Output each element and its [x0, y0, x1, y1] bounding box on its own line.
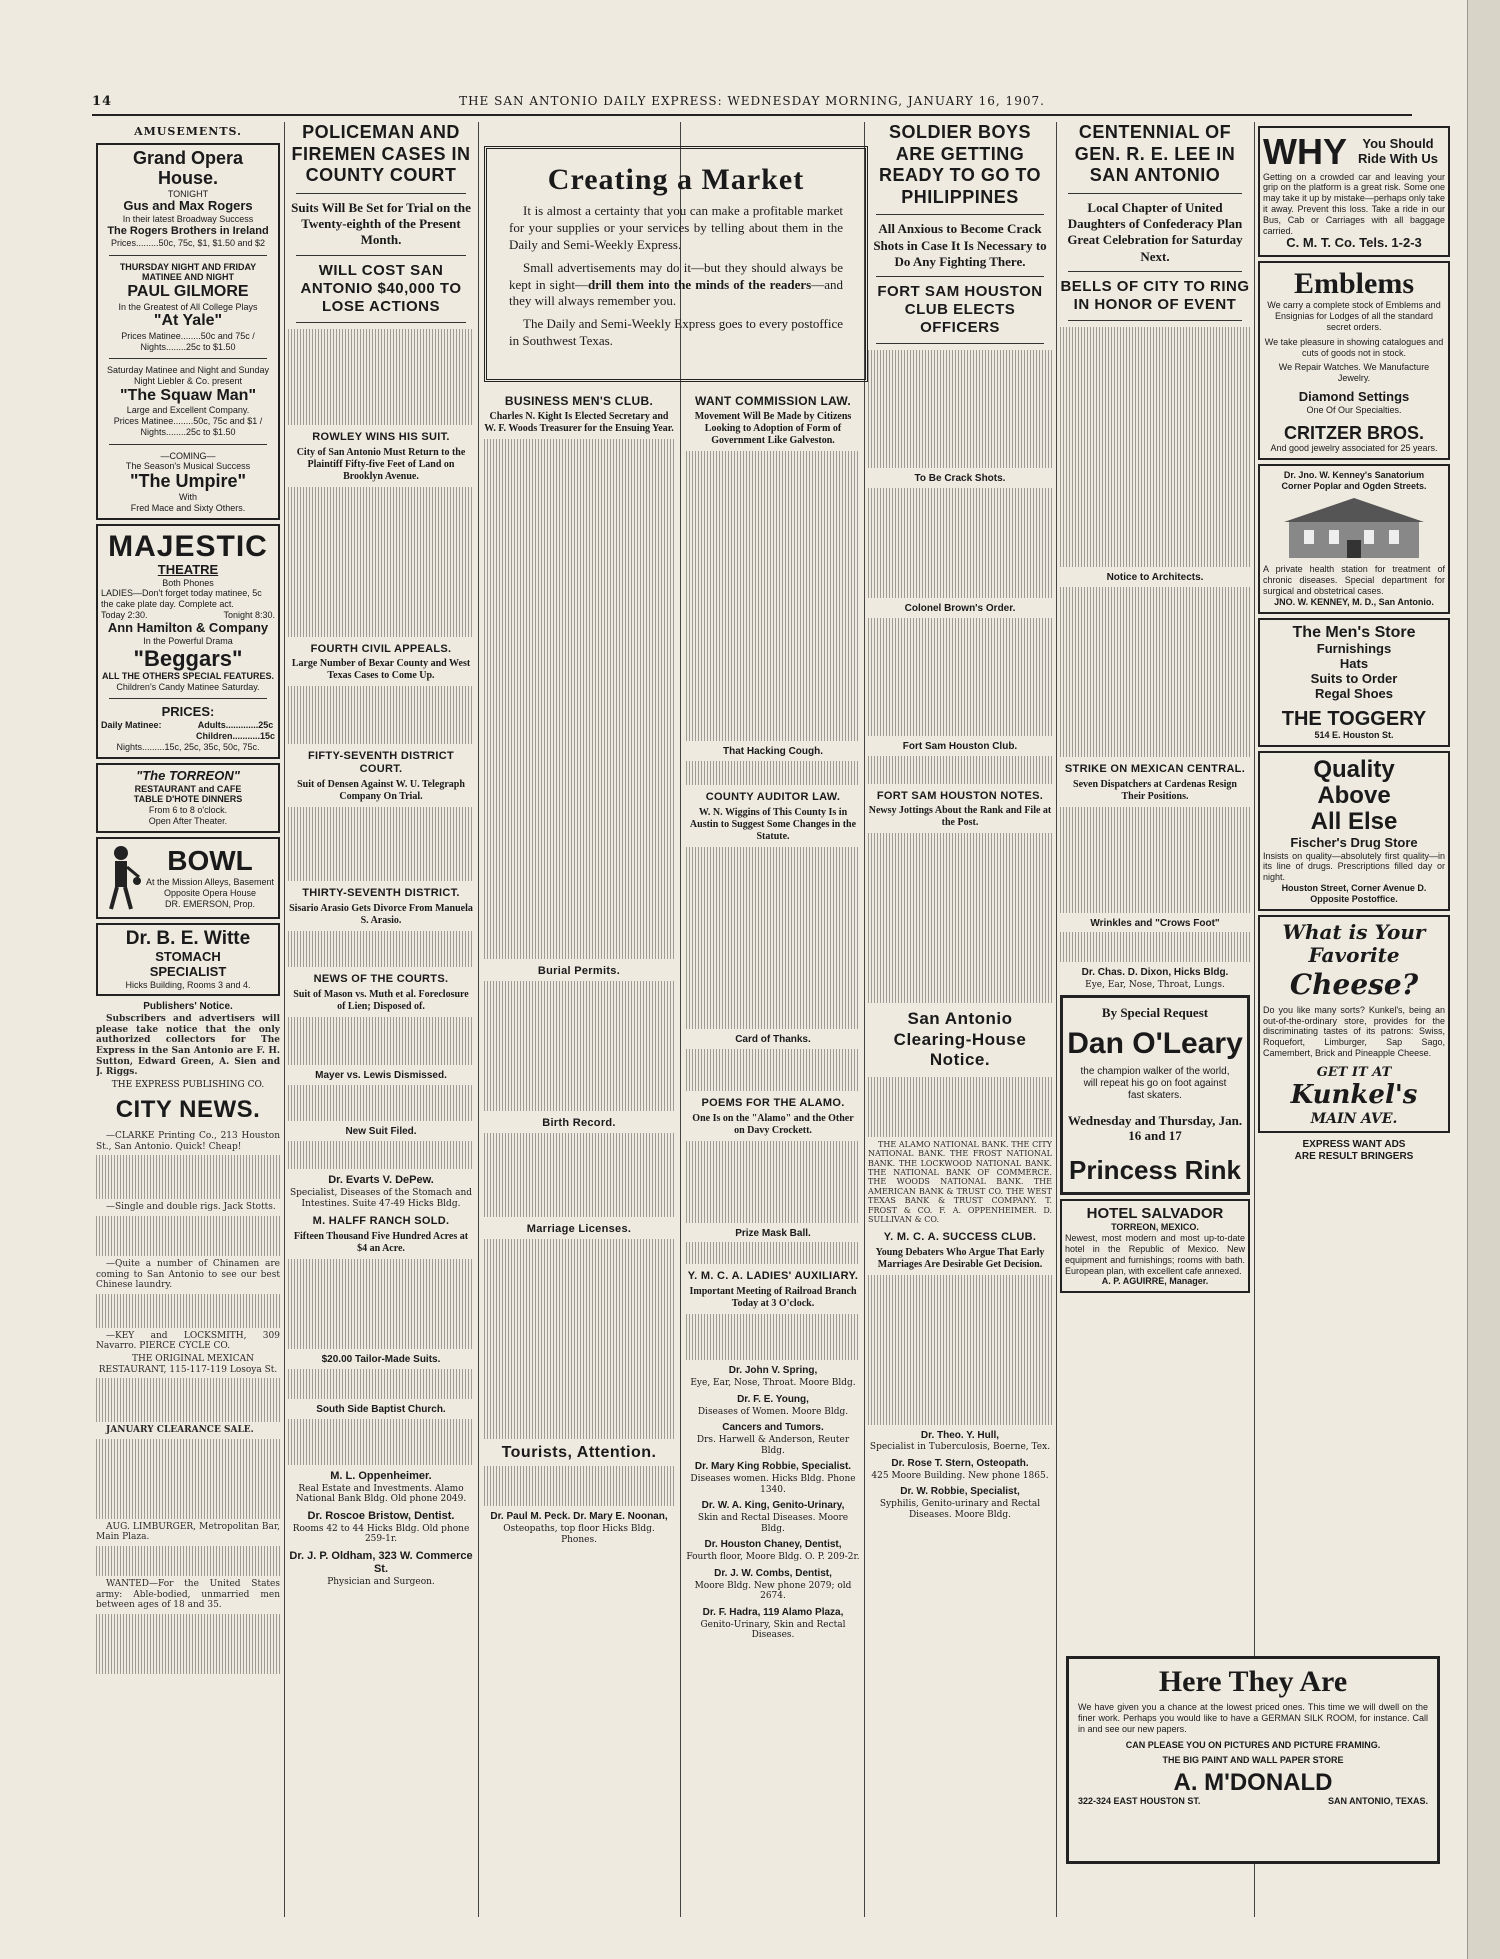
bowl-line1: At the Mission Alleys, Basement Opposite Opera House [145, 876, 275, 898]
sub-birth-record: Birth Record. [542, 1117, 616, 1130]
deck-halff-ranch: Fifteen Thousand Five Hundred Acres at $4 an Acre. [293, 1231, 469, 1255]
city-news-item: —Quite a number of Chinamen are coming to San Antonio to see our best Chinese laundry. [96, 1259, 280, 1291]
column-rule [1056, 122, 1057, 1917]
sub-fort-sam-notes: FORT SAM HOUSTON NOTES. [876, 789, 1044, 802]
witte-name: Dr. B. E. Witte [125, 927, 251, 949]
deck-news-courts: Suit of Mason vs. Muth et al. Foreclosure of Lien; Disposed of. [293, 989, 469, 1013]
majestic-tonight: Tonight 8:30. [223, 609, 275, 620]
why-body: Getting on a crowded car and leaving your grip on the platform is a great risk. Some one may take it up by mistake—perhaps only take it away. Prevent this loss. Take a ride in our Bus, Cab or Carriages with all baggage carried. [1263, 171, 1445, 236]
torreon-name: "The TORREON" [136, 767, 240, 783]
column-amusements [96, 122, 280, 1917]
city-news-item: —KEY and LOCKSMITH, 309 Navarro. PIERCE CYCLE CO. [96, 1330, 280, 1352]
opera-star: PAUL GILMORE [127, 283, 249, 301]
clearing-house-notice: San Antonio Clearing-House Notice. [893, 1009, 1027, 1070]
sub-fort-sam-club: Fort Sam Houston Club. [902, 740, 1018, 752]
torreon-line1: RESTAURANT and CAFE [134, 783, 242, 794]
city-news-item: JANUARY CLEARANCE SALE. [106, 1425, 254, 1436]
sub-colonel-brown: Colonel Brown's Order. [904, 602, 1016, 614]
fischer-body: Insists on quality—absolutely first quality—in its line of drugs. Prescriptions filled day or night. [1263, 850, 1445, 883]
oleary-venue: Princess Rink [1069, 1154, 1241, 1185]
sub-wrinkles: Wrinkles and "Crows Foot" [1090, 917, 1220, 929]
sub-crack-shots: To Be Crack Shots. [914, 473, 1006, 485]
express-want-ads: EXPRESS WANT ADS [1302, 1139, 1406, 1151]
oleary-desc: the champion walker of the world, will repeat his go on foot against fast skaters. [1080, 1065, 1230, 1101]
emblems-firm-sub: And good jewelry associated for 25 years. [1270, 443, 1438, 454]
column-ads [1258, 122, 1450, 1917]
sub-halff-ranch: M. HALFF RANCH SOLD. [312, 1215, 450, 1228]
market-p2-pre: Small advertisements may do it—but they should always be kept in sight— [509, 259, 843, 292]
card-dixon: Dr. Chas. D. Dixon, Hicks Bldg. [1081, 967, 1229, 979]
kenney-title: Dr. Jno. W. Kenney's Sanatorium [1283, 470, 1425, 481]
opera-play2: "The Squaw Man" [119, 386, 257, 404]
kenney-signed: JNO. W. KENNEY, M. D., San Antonio. [1274, 596, 1434, 607]
sub-card-thanks: Card of Thanks. [735, 1033, 811, 1045]
city-news-item: THE ORIGINAL MEXICAN RESTAURANT, 115-117-119 Losoya St. [98, 1354, 278, 1375]
card-combs-sub: Moore Bldg. New phone 2079; old 2674. [694, 1580, 852, 1602]
torreon-line2: TABLE D'HOTE DINNERS [133, 794, 243, 805]
column-rule [1254, 122, 1255, 1917]
column-business [484, 388, 674, 1917]
market-paragraph: It is almost a certainty that you can make a profitable market for your supplies or your services by telling about them in the Daily and Semi-Weekly Express. [509, 203, 843, 252]
column-rule [478, 122, 479, 1917]
majestic-play: "Beggars" [133, 645, 243, 671]
city-news-title: CITY NEWS. [115, 1096, 261, 1124]
kenney-body: A private health station for treatment of chronic diseases. Special department for surgical and obstetrical cases. [1263, 564, 1445, 597]
card-depew: Dr. Evarts V. DePew. [328, 1173, 434, 1186]
emblems-ad [1258, 261, 1450, 460]
deck-fort-sam-notes: Newsy Jottings About the Rank and File at the Post. [868, 805, 1052, 829]
sub-ymca-success: Y. M. C. A. SUCCESS CLUB. [883, 1230, 1037, 1243]
fischer-drug-ad [1258, 751, 1450, 911]
deck-fifty-seventh: Suit of Densen Against W. U. Telegraph Company On Trial. [297, 779, 465, 803]
mcdonald-line2: THE BIG PAINT AND WALL PAPER STORE [1162, 1755, 1344, 1766]
sub-poems-alamo: POEMS FOR THE ALAMO. [701, 1096, 845, 1109]
column-rule [284, 122, 285, 1917]
publishers-title: Publishers' Notice. [143, 1001, 233, 1013]
majestic-nights: Nights.........15c, 25c, 35c, 50c, 75c. [116, 741, 260, 752]
hotel-salvador-ad [1060, 1199, 1250, 1293]
toggery-name: THE TOGGERY [1281, 707, 1427, 730]
majestic-ladies: LADIES—Don't forget today matinee, 5c the cake plate day. Complete act. [101, 588, 262, 610]
toggery-line2: Hats [1339, 655, 1369, 671]
card-robbie-sub: Diseases women. Hicks Bldg. Phone 1340. [690, 1474, 856, 1495]
opera-tonight: TONIGHT [167, 188, 209, 199]
card-bristow: Dr. Roscoe Bristow, Dentist. [307, 1509, 455, 1522]
market-p2-bold: drill them into the minds of the readers [587, 276, 812, 292]
oleary-request: By Special Request [1101, 1004, 1209, 1020]
toggery-line1: Furnishings [1316, 641, 1392, 656]
mcdonald-title: Here They Are [1158, 1665, 1348, 1698]
cheese-body: Do you like many sorts? Kunkel's, being an out-of-the-ordinary store, provides for the discriminating tastes of its patrons: Swiss, Roquefort, Limburger, Sap Sago, Camembert, Brick and Pineapple Cheese. [1263, 1004, 1445, 1059]
sub-ymca-auxiliary: Y. M. C. A. LADIES' AUXILIARY. [687, 1270, 859, 1283]
card-bristow-sub: Rooms 42 to 44 Hicks Bldg. Old phone 259-1r. [292, 1523, 470, 1545]
deck-business-club: Charles N. Kight Is Elected Secretary and W. F. Woods Treasurer for the Ensuing Year. [484, 411, 674, 435]
city-news-item: —Single and double rigs. Jack Stotts. [106, 1202, 276, 1213]
fischer-line1: Quality [1313, 755, 1395, 783]
card-stern: Dr. Rose T. Stern, Osteopath. [891, 1457, 1029, 1469]
opera-play: "At Yale" [153, 312, 223, 330]
bowler-illustration [101, 843, 141, 913]
column-lee [1060, 122, 1250, 1917]
witte-line3: Hicks Building, Rooms 3 and 4. [125, 979, 251, 990]
opera-cast: Fred Mace and Sixty Others. [130, 502, 246, 513]
oleary-ad [1060, 995, 1250, 1195]
card-cancers-sub: Drs. Harwell & Anderson, Reuter Bldg. [696, 1435, 850, 1456]
market-p2-post: —and they will always remember you. [509, 276, 843, 309]
hotel-city: TORREON, MEXICO. [1111, 1222, 1199, 1233]
sub-news-courts: NEWS OF THE COURTS. [313, 973, 449, 986]
toggery-line3: Suits to Order [1310, 670, 1398, 686]
sub-mexican-strike: STRIKE ON MEXICAN CENTRAL. [1064, 762, 1246, 775]
fischer-name: Fischer's Drug Store [1290, 834, 1418, 850]
majestic-adults: Adults.............25c [197, 720, 274, 731]
card-chaney-sub: Fourth floor, Moore Bldg. O. P. 209-2r. [686, 1552, 860, 1563]
column-courts [288, 122, 474, 1917]
majestic-features: ALL THE OTHERS SPECIAL FEATURES. [101, 670, 274, 681]
city-news-item: AUG. LIMBURGER, Metropolitan Bar, Main Plaza. [96, 1521, 280, 1543]
cheese-q2: Favorite [1308, 943, 1400, 968]
majestic-children: Children...........15c [195, 731, 275, 742]
card-young: Dr. F. E. Young, [737, 1393, 809, 1405]
emblems-title: Emblems [1294, 267, 1414, 301]
sub-mayer-lewis: Mayer vs. Lewis Dismissed. [315, 1070, 447, 1082]
toggery-addr: 514 E. Houston St. [1314, 729, 1394, 740]
toggery-title: The Men's Store [1292, 623, 1416, 641]
sub-thirty-seventh: THIRTY-SEVENTH DISTRICT. [302, 887, 460, 900]
deck-fourth-appeals: Large Number of Bexar County and West Texas Cases to Come Up. [291, 658, 471, 682]
opera-with: With [179, 492, 197, 503]
city-news-item: WANTED—For the United States army: Able-bodied, unmarried men between ages of 18 and 35. [96, 1579, 280, 1611]
majestic-act: Ann Hamilton & Company [107, 619, 269, 635]
majestic-name: MAJESTIC [108, 529, 268, 563]
sub-burial-permits: Burial Permits. [537, 965, 621, 978]
publishers-body: Subscribers and advertisers will please take notice that the only authorized collectors for The Express in the San Antonio are F. H. Sutton, Edward Green, A. Sien and J. Riggs. [96, 1014, 280, 1078]
mcdonald-addr: 322-324 EAST HOUSTON ST. [1078, 1796, 1201, 1807]
masthead [92, 92, 1412, 116]
opera-star-desc: In the Greatest of All College Plays [118, 301, 258, 312]
oleary-name: Dan O'Leary [1067, 1026, 1243, 1060]
card-oppenheimer: M. L. Oppenheimer. [330, 1469, 432, 1482]
sub-business-club: BUSINESS MEN'S CLUB. [504, 394, 654, 408]
mcdonald-city: SAN ANTONIO, TEXAS. [1327, 1796, 1428, 1807]
card-spring-sub: Eye, Ear, Nose, Throat. Moore Bldg. [690, 1378, 856, 1389]
sub-tailor-suits: $20.00 Tailor-Made Suits. [321, 1354, 441, 1366]
fischer-addr: Houston Street, Corner Avenue D. Opposite Postoffice. [1281, 883, 1427, 904]
card-peck-sub: Osteopaths, top floor Hicks Bldg. Phones. [503, 1524, 655, 1545]
headline-bells: BELLS OF CITY TO RING IN HONOR OF EVENT [1060, 277, 1250, 313]
grand-opera-house-ad [96, 143, 280, 520]
column-soldiers [868, 122, 1052, 1917]
sub-architects: Notice to Architects. [1106, 571, 1204, 583]
emblems-catalogues: We take pleasure in showing catalogues and cuts of goods not in stock. [1264, 336, 1444, 358]
hotel-name: HOTEL SALVADOR [1086, 1205, 1224, 1223]
emblems-body: We carry a complete stock of Emblems and Ensignias for Lodges of all the standard secret orders. [1267, 300, 1441, 332]
card-w-robbie-sub: Syphilis, Genito-urinary and Rectal Diseases. Moore Bldg. [879, 1499, 1041, 1520]
majestic-theatre: THEATRE [157, 561, 219, 577]
card-hadra-sub: Genito-Urinary, Skin and Rectal Diseases. [700, 1619, 846, 1641]
majestic-drama: In the Powerful Drama [143, 635, 233, 646]
column-rule [864, 122, 865, 1917]
amusements-label: AMUSEMENTS. [134, 125, 242, 138]
mcdonald-name: A. M'DONALD [1173, 1768, 1333, 1796]
torreon-line4: Open After Theater. [148, 815, 228, 826]
opera-thursday: THURSDAY NIGHT AND FRIDAY MATINEE AND NIGHT [119, 261, 257, 283]
kenney-sub: Corner Poplar and Ogden Streets. [1281, 481, 1427, 492]
page-edge [1467, 0, 1500, 1959]
mcdonald-body: We have given you a chance at the lowest priced ones. This time we will dwell on the finer work. Perhaps you would like to have a GERMAN SILK ROOM, for instance. Call in and see our new papers. [1078, 1702, 1428, 1734]
opera-coming: —COMING— [160, 450, 216, 461]
bowl-line2: DR. EMERSON, Prop. [164, 898, 256, 909]
opera-desc: In their latest Broadway Success [122, 214, 254, 225]
deck-want-commission: Movement Will Be Made by Citizens Looking to Adoption of Form of Government Like Galveston. [694, 411, 852, 447]
card-chaney: Dr. Houston Chaney, Dentist, [704, 1539, 842, 1551]
witte-ad [96, 923, 280, 997]
card-cancers: Cancers and Tumors. [722, 1422, 824, 1434]
sub-marriage-licenses: Marriage Licenses. [526, 1223, 632, 1236]
toggery-ad [1258, 618, 1450, 747]
emblems-firm: CRITZER BROS. [1283, 422, 1424, 443]
card-spring: Dr. John V. Spring, [728, 1365, 818, 1377]
sub-hacking-cough: That Hacking Cough. [723, 746, 823, 758]
sub-auditor-law: COUNTY AUDITOR LAW. [705, 790, 841, 803]
card-dixon-sub: Eye, Ear, Nose, Throat, Lungs. [1085, 980, 1225, 991]
majestic-prices-label: PRICES: [161, 704, 215, 720]
opera-name: Grand Opera House. [132, 147, 244, 188]
page-number: 14 [92, 94, 113, 109]
cheese-addr: MAIN AVE. [1310, 1110, 1398, 1127]
card-hadra: Dr. F. Hadra, 119 Alamo Plaza, [702, 1606, 844, 1618]
deck-thirty-seventh: Sisario Arasio Gets Divorce From Manuela S. Arasio. [289, 903, 473, 927]
opera-prices: Prices.........50c, 75c, $1, $1.50 and $2 [110, 237, 266, 248]
opera-prices2: Prices Matinee........50c and 75c / Nights........25c to $1.50 [121, 330, 255, 352]
card-hull-sub: Specialist in Tuberculosis, Boerne, Tex. [869, 1442, 1051, 1453]
deck-ymca-success: Young Debaters Who Argue That Early Marriages Are Desirable Get Decision. [875, 1246, 1045, 1270]
why-footer: C. M. T. Co. Tels. 1-2-3 [1286, 235, 1422, 251]
bowl-name: BOWL [167, 845, 253, 877]
column-rule [680, 122, 681, 1917]
toggery-line4: Regal Shoes [1314, 685, 1394, 701]
sub-rowley: ROWLEY WINS HIS SUIT. [312, 430, 450, 443]
deck-lee-centennial: Local Chapter of United Daughters of Confederacy Plan Great Celebration for Saturday Next. [1067, 199, 1243, 264]
bowl-ad [96, 837, 280, 919]
opera-saturday: Saturday Matinee and Night and Sunday Night Liebler & Co. present [106, 365, 270, 387]
opera-show: The Rogers Brothers in Ireland [107, 225, 269, 238]
headline-fort-sam-club: FORT SAM HOUSTON CLUB ELECTS OFFICERS [877, 283, 1043, 337]
deck-rowley: City of San Antonio Must Return to the Plaintiff Fifty-five Feet of Land on Brooklyn Avenue. [296, 446, 466, 482]
headline-policeman-cases: POLICEMAN AND FIREMEN CASES IN COUNTY COURT [291, 122, 471, 186]
sub-want-commission: WANT COMMISSION LAW. [695, 394, 851, 408]
deck-ymca-auxiliary: Important Meeting of Railroad Branch Today at 3 O'clock. [689, 1286, 857, 1310]
oleary-dates: Wednesday and Thursday, Jan. 16 and 17 [1067, 1112, 1243, 1143]
cheese-q1: What is Your [1282, 919, 1426, 944]
torreon-line3: From 6 to 8 o'clock. [148, 805, 228, 816]
sanatorium-illustration [1269, 492, 1439, 562]
deck-auditor-law: W. N. Wiggins of This County Is in Austin to Suggest Some Changes in the Statute. [689, 806, 857, 842]
market-paragraph: The Daily and Semi-Weekly Express goes to every postoffice in Southwest Texas. [509, 316, 844, 349]
card-w-robbie: Dr. W. Robbie, Specialist, [900, 1486, 1020, 1498]
card-depew-sub: Specialist, Diseases of the Stomach and Intestines. Suite 47-49 Hicks Bldg. [289, 1187, 472, 1209]
majestic-candy: Children's Candy Matinee Saturday. [116, 681, 260, 692]
headline-soldier-boys: SOLDIER BOYS ARE GETTING READY TO GO TO PHILIPPINES [878, 122, 1042, 207]
card-oldham-sub: Physician and Surgeon. [327, 1577, 435, 1587]
card-oppenheimer-sub: Real Estate and Investments. Alamo National Bank Bldg. Old phone 2049. [295, 1483, 467, 1505]
torreon-ad [96, 763, 280, 833]
majestic-theatre-ad [96, 524, 280, 759]
card-robbie: Dr. Mary King Robbie, Specialist. [694, 1461, 852, 1473]
headline-lee-centennial: CENTENNIAL OF GEN. R. E. LEE IN SAN ANTONIO [1074, 122, 1236, 186]
cheese-get: GET IT AT [1316, 1064, 1392, 1080]
card-young-sub: Diseases of Women. Moore Bldg. [697, 1406, 849, 1417]
sub-fifty-seventh: FIFTY-SEVENTH DISTRICT COURT. [308, 750, 454, 776]
city-news-item: —CLARKE Printing Co., 213 Houston St., San Antonio. Quick! Cheap! [96, 1131, 280, 1152]
sub-new-suit: New Suit Filed. [345, 1126, 417, 1138]
fischer-line3: All Else [1310, 808, 1398, 836]
mcdonald-line1: CAN PLEASE YOU ON PICTURES AND PICTURE FRAMING. [1125, 1740, 1381, 1751]
tourists-attention: Tourists, Attention. [501, 1444, 657, 1462]
opera-prices3: Prices Matinee........50c, 75c and $1 / Nights........25c to $1.50 [113, 416, 263, 437]
cheese-q3: Cheese? [1289, 967, 1419, 1001]
opera-play3: "The Umpire" [129, 471, 247, 492]
deck-policeman-cases: Suits Will Be Set for Trial on the Twenty-eighth of the Present Month. [291, 199, 471, 248]
creating-a-market-ad [484, 146, 868, 382]
result-bringers: ARE RESULT BRINGERS [1294, 1150, 1414, 1162]
cheese-name: Kunkel's [1290, 1080, 1418, 1111]
why-ride-ad [1258, 126, 1450, 257]
deck-soldier-boys: All Anxious to Become Crack Shots in Case It Is Necessary to Do Any Fighting There. [873, 221, 1047, 269]
headline-lose-actions: WILL COST SAN ANTONIO $40,000 TO LOSE ACTIONS [300, 261, 462, 315]
emblems-specialties: One Of Our Specialties. [1306, 404, 1402, 415]
card-combs: Dr. J. W. Combs, Dentist, [714, 1567, 832, 1579]
clearing-banks: THE ALAMO NATIONAL BANK. THE CITY NATIONAL BANK. THE FROST NATIONAL BANK. THE LOCKWOOD NATIONAL BANK. THE NATIONAL BANK OF COMMERCE. THE WOODS NATIONAL BANK. THE AMERICAN BANK & TRUST CO. THE WEST TEXAS BANK & TRUST COMPANY. T. FROST & CO. F. A. OPPENHEIMER. D. SULLIVAN & CO. [868, 1139, 1052, 1225]
card-peck: Dr. Paul M. Peck. Dr. Mary E. Noonan, [490, 1511, 668, 1523]
majestic-today: Today 2:30. [101, 609, 148, 620]
emblems-diamond: Diamond Settings [1298, 388, 1410, 404]
opera-act: Gus and Max Rogers [123, 198, 253, 214]
witte-line2: SPECIALIST [149, 963, 227, 979]
column-commission [686, 388, 860, 1917]
majestic-phones: Both Phones [162, 577, 214, 588]
card-stern-sub: 425 Moore Building. New phone 1865. [871, 1470, 1049, 1481]
why-sub: You Should Ride With Us [1357, 135, 1439, 166]
card-king: Dr. W. A. King, Genito-Urinary, [701, 1500, 845, 1512]
dateline: THE SAN ANTONIO DAILY EXPRESS: WEDNESDAY MORNING, JANUARY 16, 1907. [459, 94, 1045, 108]
sub-fourth-appeals: FOURTH CIVIL APPEALS. [310, 642, 452, 655]
kenney-sanatorium-ad [1258, 464, 1450, 613]
emblems-repair: We Repair Watches. We Manufacture Jewelry. [1278, 362, 1430, 384]
deck-mexican-strike: Seven Dispatchers at Cardenas Resign Their Positions. [1073, 778, 1237, 802]
fischer-line2: Above [1317, 781, 1391, 809]
card-king-sub: Skin and Rectal Diseases. Moore Bldg. [697, 1513, 849, 1534]
publishers-signed: THE EXPRESS PUBLISHING CO. [111, 1079, 265, 1090]
sub-baptist-church: South Side Baptist Church. [316, 1403, 446, 1415]
market-paragraph [509, 260, 843, 311]
hotel-body: Newest, most modern and most up-to-date hotel in the Republic of Mexico. New equipment and furnishings; rooms with bath. European plan, with excellent cafe annexed. [1065, 1233, 1245, 1276]
card-oldham: Dr. J. P. Oldham, 323 W. Commerce St. [289, 1550, 473, 1576]
majestic-daily: Daily Matinee: [101, 720, 162, 731]
opera-season: The Season's Musical Success [125, 461, 251, 472]
mcdonald-ad [1066, 1656, 1440, 1864]
kunkel-cheese-ad [1258, 915, 1450, 1134]
witte-line1: STOMACH [155, 948, 221, 964]
card-hull: Dr. Theo. Y. Hull, [920, 1429, 1000, 1441]
why-title: WHY [1263, 131, 1347, 172]
sub-prize-mask-ball: Prize Mask Ball. [735, 1227, 811, 1239]
market-title: Creating a Market [547, 163, 805, 196]
hotel-manager: A. P. AGUIRRE, Manager. [1101, 1276, 1209, 1287]
opera-company: Large and Excellent Company. [126, 405, 250, 416]
deck-poems-alamo: One Is on the "Alamo" and the Other on Davy Crockett. [692, 1112, 854, 1136]
